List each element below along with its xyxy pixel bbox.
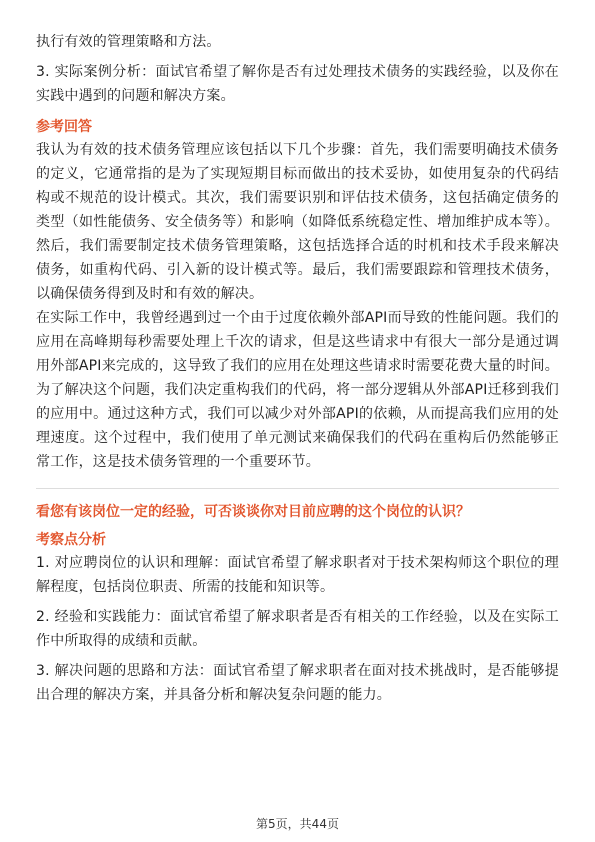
analysis-item-1: 1. 对应聘岗位的认识和理解：面试官希望了解求职者对于技术架构师这个职位的理解程度，包括岗位职责、所需的技能和知识等。 [36,555,559,595]
answer-paragraph-1: 我认为有效的技术债务管理应该包括以下几个步骤：首先，我们需要明确技术债务的定义，它通常指的是为了实现短期目标而做出的技术妥协，如使用复杂的代码结构或不规范的设计模式。其次，我们需要识别和评估技术债务，这包括确定债务的类型（如性能债务、安全债务等）和影响（如降低系统稳定性、增加维护成本等）。然后，我们需要制定技术债务管理策略，这包括选择合适的时机和技术手段来解决债务，如重构代码、引入新的设计模式等。最后，我们需要跟踪和管理技术债务，以确保债务得到及时和有效的解决。 [36,142,559,302]
section-divider [36,488,559,489]
paragraph-continued: 执行有效的管理策略和方法。 [36,34,221,50]
analysis-item-3: 3. 解决问题的思路和方法：面试官希望了解求职者在面对技术挑战时，是否能够提出合理的解决方案，并具备分析和解决复杂问题的能力。 [36,663,559,703]
page-number: 第5页，共44页 [256,817,339,831]
analysis-item-2: 2. 经验和实践能力：面试官希望了解求职者是否有相关的工作经验，以及在实际工作中所取得的成绩和贡献。 [36,609,559,649]
paragraph-case-analysis: 3. 实际案例分析：面试官希望了解你是否有过处理技术债务的实践经验，以及你在实践中遇到的问题和解决方案。 [36,64,559,104]
analysis-heading: 考察点分析 [36,532,106,548]
question-heading: 看您有该岗位一定的经验，可否谈谈你对目前应聘的这个岗位的认识？ [36,504,470,520]
answer-paragraph-2: 在实际工作中，我曾经遇到过一个由于过度依赖外部API而导致的性能问题。我们的应用在高峰期每秒需要处理上千次的请求，但是这些请求中有很大一部分是通过调用外部API来完成的，这导致了我们的应用在处理这些请求时需要花费大量的时间。为了解决这个问题，我们决定重构我们的代码，将一部分逻辑从外部API迁移到我们的应用中。通过这种方式，我们可以减少对外部API的依赖，从而提高我们应用的处理速度。这个过程中，我们使用了单元测试来确保我们的代码在重构后仍然能够正常工作，这是技术债务管理的一个重要环节。 [36,310,559,470]
document-page [36,30,559,707]
answer-heading: 参考回答 [36,119,92,135]
